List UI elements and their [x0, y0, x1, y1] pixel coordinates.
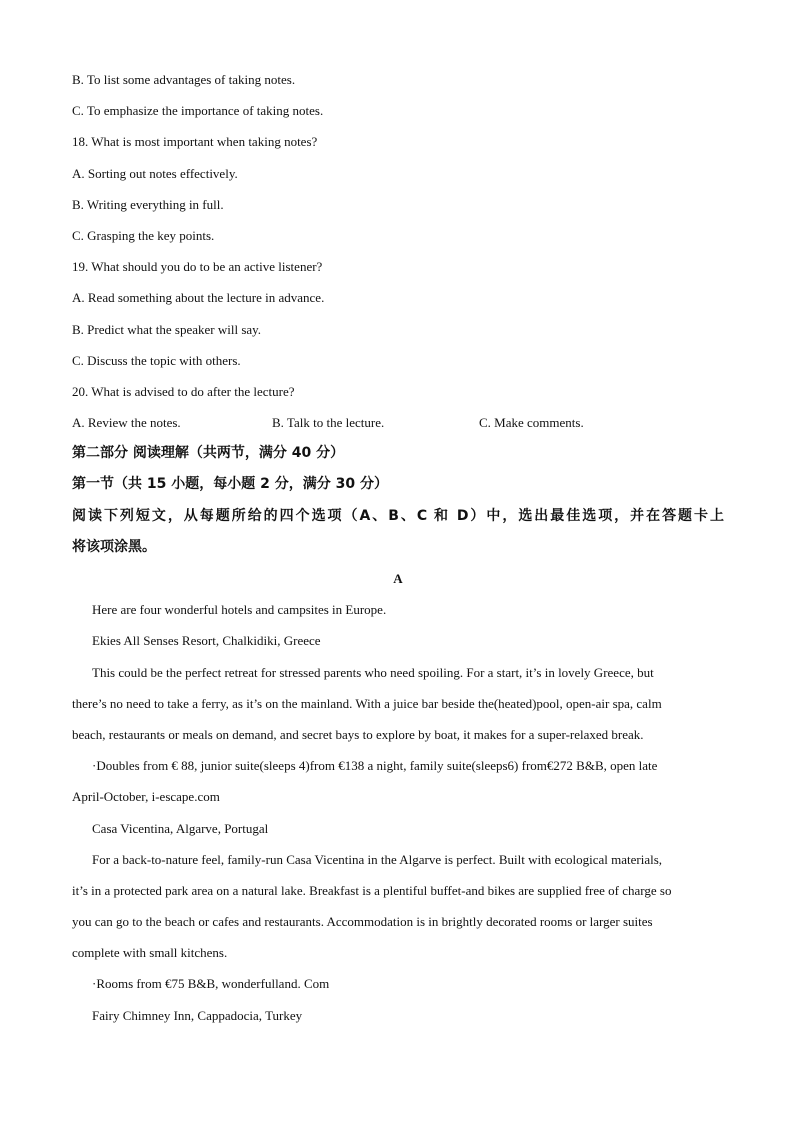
hotel-1-price-line-2: April-October, i-escape.com — [72, 789, 220, 805]
q18-option-a: A. Sorting out notes effectively. — [72, 165, 238, 181]
hotel-1-paragraph-line-3: beach, restaurants or meals on demand, and secret bays to explore by boat, it makes for a super-relaxed break. — [72, 726, 644, 742]
q18-question: 18. What is most important when taking notes? — [72, 134, 318, 150]
section-one-heading: 第一节（共 15 小题，每小题 2 分，满分 30 分） — [72, 476, 388, 493]
q20-option-b: B. Talk to the lecture. — [272, 415, 385, 431]
hotel-2-name: Casa Vicentina, Algarve, Portugal — [92, 820, 269, 836]
hotel-1-paragraph-line-2: there’s no need to take a ferry, as it’s on the mainland. With a juice bar beside the(heated)pool, open-air spa, calm — [72, 695, 662, 711]
q17-option-b: B. To list some advantages of taking notes. — [72, 72, 296, 87]
hotel-1-paragraph-line-1: This could be the perfect retreat for stressed parents who need spoiling. For a start, it’s in lovely Greece, but — [92, 664, 654, 680]
hotel-1-name: Ekies All Senses Resort, Chalkidiki, Greece — [92, 633, 321, 649]
hotel-2-paragraph-line-4: complete with small kitchens. — [72, 945, 228, 961]
hotel-3-name: Fairy Chimney Inn, Cappadocia, Turkey — [92, 1007, 303, 1023]
q19-question: 19. What should you do to be an active listener? — [72, 259, 323, 275]
q20-option-a: A. Review the notes. — [72, 415, 181, 431]
q18-option-c: C. Grasping the key points. — [72, 227, 215, 243]
q19-option-b: B. Predict what the speaker will say. — [72, 321, 262, 337]
hotel-1-price-line-1: ·Doubles from € 88, junior suite(sleeps 4)from €138 a night, family suite(sleeps6) from€272 B&B, open late — [92, 758, 658, 774]
q19-option-c: C. Discuss the topic with others. — [72, 352, 241, 368]
q20-question: 20. What is advised to do after the lecture? — [72, 383, 295, 399]
hotel-2-paragraph-line-2: it’s in a protected park area on a natural lake. Breakfast is a plentiful buffet-and bikes are supplied free of charge so — [72, 882, 672, 898]
exam-page — [72, 64, 724, 1031]
part-two-heading: 第二部分 阅读理解（共两节，满分 40 分） — [72, 445, 345, 462]
instruction-line-1: 阅读下列短文，从每题所给的四个选项（A、B、C 和 D）中，选出最佳选项，并在答题卡上 — [72, 507, 724, 524]
hotel-2-paragraph-line-3: you can go to the beach or cafes and restaurants. Accommodation is in brightly decorated rooms or larger suites — [72, 914, 653, 930]
q17-option-c: C. To emphasize the importance of taking notes. — [72, 103, 324, 119]
hotel-2-price: ·Rooms from €75 B&B, wonderfulland. Com — [92, 976, 330, 992]
passage-label: A — [393, 571, 403, 586]
q20-options — [72, 407, 724, 438]
q20-option-c: C. Make comments. — [479, 415, 584, 431]
hotel-2-paragraph-line-1: For a back-to-nature feel, family-run Casa Vicentina in the Algarve is perfect. Built with ecological materials, — [92, 851, 663, 867]
passage-intro: Here are four wonderful hotels and campsites in Europe. — [92, 602, 387, 618]
q19-option-a: A. Read something about the lecture in advance. — [72, 290, 325, 306]
q18-option-b: B. Writing everything in full. — [72, 196, 224, 212]
instruction-line-2: 将该项涂黑。 — [72, 538, 156, 555]
